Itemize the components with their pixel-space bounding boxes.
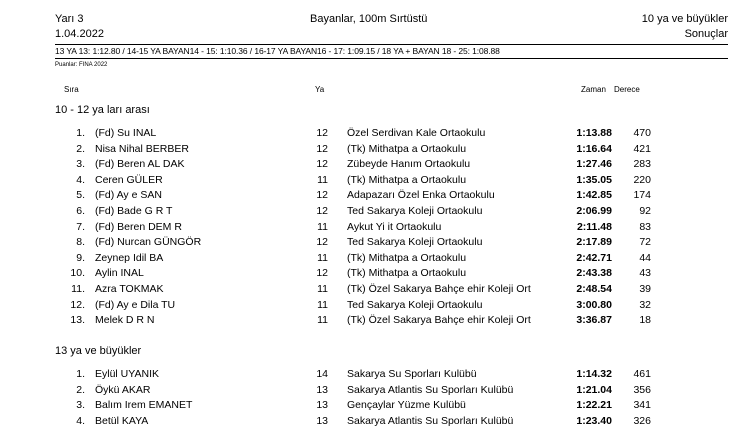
- club-name: Sakarya Atlantis Su Sporları Kulübü: [347, 383, 514, 396]
- result-row: [0, 267, 740, 282]
- rank-cell: 1.: [76, 127, 85, 139]
- result-row: [0, 205, 740, 220]
- rank-cell: 5.: [76, 189, 85, 202]
- time-cell: 1:14.32: [576, 368, 612, 380]
- result-row: [0, 189, 740, 204]
- rank-cell: 6.: [76, 205, 85, 217]
- club-name: Adapazarı Özel Enka Ortaokulu: [347, 189, 495, 202]
- points-cell: 43: [639, 267, 651, 280]
- time-cell: 1:21.04: [576, 383, 612, 396]
- swimmer-name: Zeynep Idil BA: [95, 251, 164, 264]
- swimmer-name: Azra TOKMAK: [95, 283, 164, 295]
- rank-cell: 9.: [76, 251, 85, 264]
- club-name: (Tk) Mithatpa a Ortaokulu: [347, 142, 467, 155]
- age-cell: 13: [316, 383, 328, 396]
- points-cell: 174: [633, 189, 651, 202]
- time-cell: 3:36.87: [576, 314, 612, 327]
- rank-cell: 7.: [76, 220, 85, 233]
- age-cell: 11: [317, 283, 328, 295]
- swimmer-name: (Fd) Beren AL DAK: [95, 158, 185, 171]
- age-cell: 12: [316, 236, 328, 249]
- rank-cell: 10.: [70, 267, 85, 280]
- time-cell: 2:48.54: [576, 283, 612, 295]
- time-cell: 1:23.40: [576, 414, 612, 427]
- points-cell: 283: [633, 158, 651, 171]
- event-date: 1.04.2022: [55, 28, 104, 40]
- records-line: 13 YA 13: 1:12.80 / 14-15 YA BAYAN14 - 15: 1:10.36 / 16-17 YA BAYAN16 - 17: 1:09.15 / 18 YA + BAYAN 18 - 25: 1:08.88: [55, 46, 500, 56]
- result-row: [0, 368, 740, 383]
- result-row: [0, 299, 740, 314]
- result-row: [0, 174, 740, 189]
- time-cell: 1:42.85: [576, 189, 612, 202]
- rank-cell: 3.: [76, 399, 85, 412]
- points-cell: 18: [639, 314, 651, 327]
- club-name: Aykut Yi it Ortaokulu: [347, 220, 442, 233]
- time-cell: 2:17.89: [576, 236, 612, 249]
- points-cell: 72: [639, 236, 651, 249]
- rank-cell: 3.: [76, 158, 85, 171]
- club-name: Ted Sakarya Koleji Ortaokulu: [347, 205, 483, 217]
- club-name: Sakarya Su Sporları Kulübü: [347, 368, 477, 380]
- rank-cell: 1.: [76, 368, 85, 380]
- club-name: (Tk) Özel Sakarya Bahçe ehir Koleji Ort: [347, 314, 531, 327]
- swimmer-name: Balım Irem EMANET: [95, 399, 193, 412]
- points-cell: 326: [633, 414, 651, 427]
- club-name: Ted Sakarya Koleji Ortaokulu: [347, 236, 483, 249]
- points-cell: 461: [633, 368, 651, 380]
- heat-label: Yarı 3: [55, 13, 84, 25]
- swimmer-name: Melek D R N: [95, 314, 155, 327]
- club-name: Sakarya Atlantis Su Sporları Kulübü: [347, 414, 514, 427]
- time-cell: 1:13.88: [576, 127, 612, 139]
- club-name: (Tk) Mithatpa a Ortaokulu: [347, 251, 467, 264]
- time-cell: 1:27.46: [576, 158, 612, 171]
- result-row: [0, 143, 740, 158]
- points-cell: 341: [633, 399, 651, 412]
- time-cell: 1:16.64: [576, 142, 612, 155]
- swimmer-name: (Fd) Ay e Dila TU: [95, 298, 176, 311]
- time-cell: 2:06.99: [576, 205, 612, 217]
- age-cell: 11: [317, 251, 328, 264]
- points-cell: 356: [633, 383, 651, 396]
- swimmer-name: (Fd) Su INAL: [95, 127, 157, 139]
- age-cell: 12: [316, 127, 328, 139]
- rank-cell: 2.: [76, 383, 85, 396]
- result-row: [0, 415, 740, 430]
- rank-cell: 4.: [76, 173, 85, 186]
- rank-cell: 11.: [71, 283, 85, 295]
- club-name: Gençaylar Yüzme Kulübü: [347, 399, 466, 412]
- age-category: 10 ya ve büyükler: [641, 13, 728, 25]
- points-cell: 92: [639, 205, 651, 217]
- swimmer-name: (Fd) Ay e SAN: [95, 189, 162, 202]
- points-cell: 32: [639, 298, 651, 311]
- rank-cell: 13.: [70, 314, 85, 327]
- swimmer-name: Eylül UYANIK: [95, 368, 159, 380]
- header-divider-bottom: [55, 58, 728, 59]
- rank-cell: 8.: [76, 236, 85, 249]
- points-cell: 44: [639, 251, 651, 264]
- age-cell: 12: [316, 142, 328, 155]
- group-title: 13 ya ve büyükler: [55, 345, 142, 357]
- age-cell: 13: [316, 399, 328, 412]
- swimmer-name: Nisa Nihal BERBER: [95, 142, 189, 155]
- result-row: [0, 384, 740, 399]
- header-divider-top: [55, 44, 728, 45]
- result-row: [0, 314, 740, 329]
- points-cell: 421: [633, 142, 651, 155]
- age-cell: 12: [316, 158, 328, 171]
- club-name: Özel Serdivan Kale Ortaokulu: [347, 127, 486, 139]
- swimmer-name: (Fd) Bade G R T: [95, 205, 173, 217]
- swimmer-name: Ceren GÜLER: [95, 173, 163, 186]
- result-row: [0, 158, 740, 173]
- result-row: [0, 127, 740, 142]
- swimmer-name: Betül KAYA: [95, 414, 149, 427]
- age-cell: 12: [316, 267, 328, 280]
- time-cell: 1:35.05: [576, 173, 612, 186]
- result-row: [0, 399, 740, 414]
- points-cell: 220: [633, 173, 651, 186]
- points-cell: 470: [633, 127, 651, 139]
- club-name: Ted Sakarya Koleji Ortaokulu: [347, 298, 483, 311]
- points-note: Puanlar: FINA 2022: [55, 62, 108, 68]
- time-cell: 1:22.21: [576, 399, 612, 412]
- age-cell: 11: [317, 220, 328, 233]
- time-cell: 3:00.80: [576, 298, 612, 311]
- swimmer-name: (Fd) Nurcan GÜNGÖR: [95, 236, 202, 249]
- age-cell: 11: [317, 298, 328, 311]
- age-cell: 12: [316, 189, 328, 202]
- time-cell: 2:42.71: [576, 251, 612, 264]
- club-name: (Tk) Mithatpa a Ortaokulu: [347, 267, 467, 280]
- column-points: Derece: [614, 85, 640, 94]
- swimmer-name: (Fd) Beren DEM R: [95, 220, 182, 233]
- rank-cell: 12.: [70, 298, 85, 311]
- results-label: Sonuçlar: [684, 28, 728, 40]
- age-cell: 12: [316, 205, 328, 217]
- points-cell: 83: [639, 220, 651, 233]
- swimmer-name: Öykü AKAR: [95, 383, 151, 396]
- age-cell: 11: [317, 173, 328, 186]
- rank-cell: 4.: [76, 414, 85, 427]
- club-name: (Tk) Özel Sakarya Bahçe ehir Koleji Ort: [347, 283, 531, 295]
- swimmer-name: Aylin INAL: [95, 267, 144, 280]
- event-title: Bayanlar, 100m Sırtüstü: [310, 13, 428, 25]
- result-row: [0, 236, 740, 251]
- club-name: (Tk) Mithatpa a Ortaokulu: [347, 173, 467, 186]
- result-row: [0, 221, 740, 236]
- age-cell: 13: [316, 414, 328, 427]
- points-cell: 39: [639, 283, 651, 295]
- age-cell: 11: [317, 314, 328, 327]
- club-name: Zübeyde Hanım Ortaokulu: [347, 158, 471, 171]
- column-time: Zaman: [581, 85, 606, 94]
- time-cell: 2:11.48: [576, 220, 612, 233]
- result-row: [0, 283, 740, 298]
- result-row: [0, 252, 740, 267]
- group-title: 10 - 12 ya ları arası: [55, 104, 150, 116]
- rank-cell: 2.: [76, 142, 85, 155]
- time-cell: 2:43.38: [576, 267, 612, 280]
- column-rank: Sıra: [64, 85, 79, 94]
- column-age: Ya: [315, 85, 325, 94]
- age-cell: 14: [316, 368, 328, 380]
